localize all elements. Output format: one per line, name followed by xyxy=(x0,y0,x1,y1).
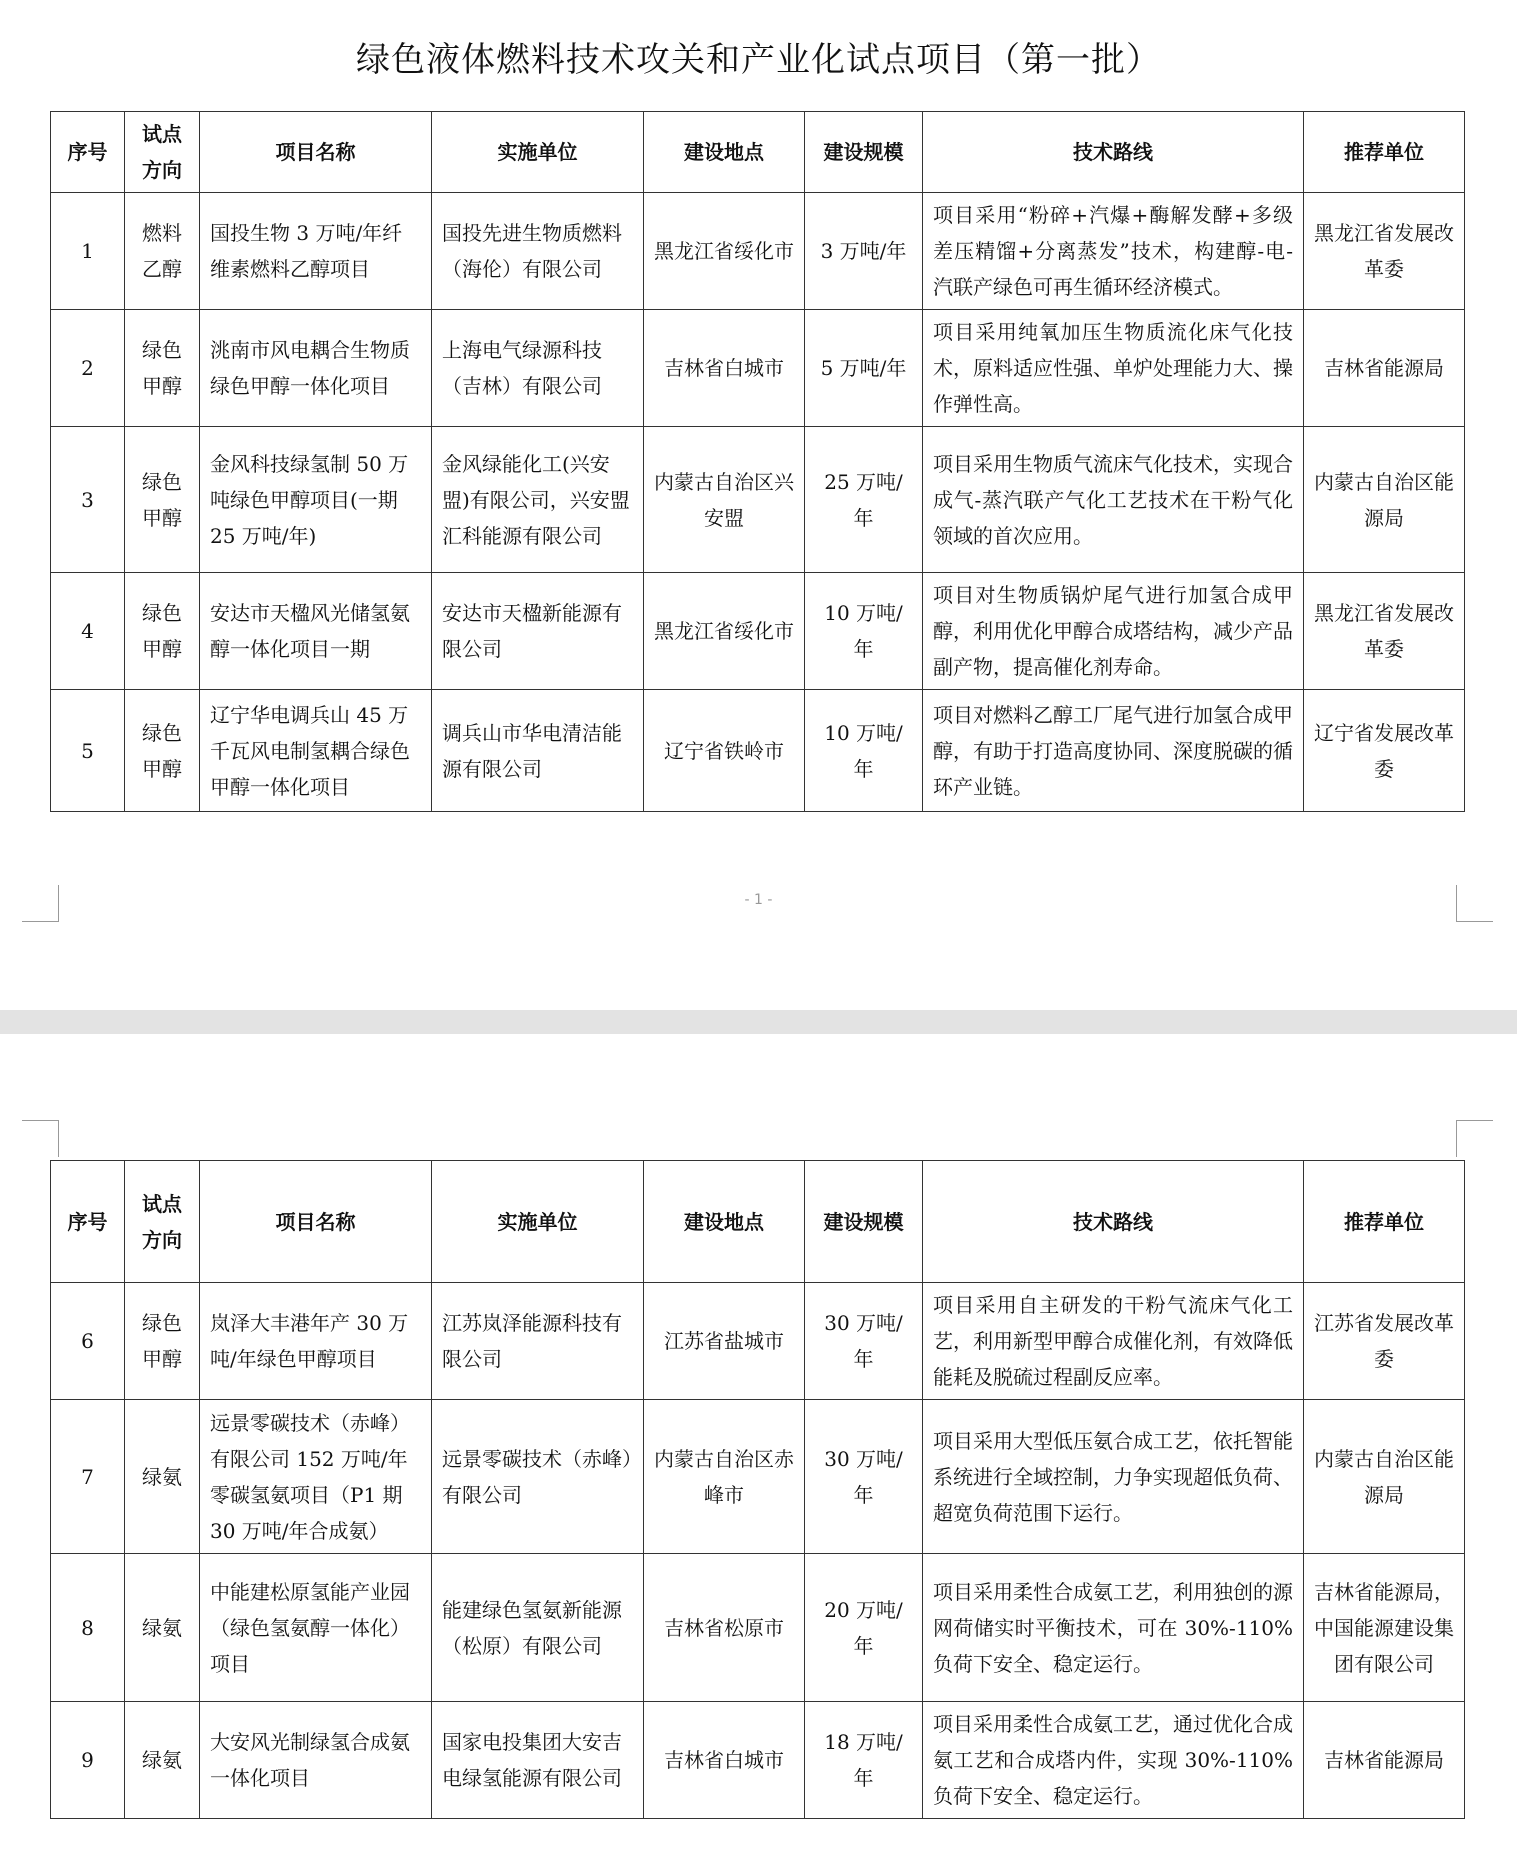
header-cell: 试点方向 xyxy=(125,112,200,193)
scale-cell: 5 万吨/年 xyxy=(805,310,923,427)
recommender-cell: 辽宁省发展改革委 xyxy=(1304,690,1465,812)
header-cell: 推荐单位 xyxy=(1304,1161,1465,1283)
table-body xyxy=(51,193,1465,812)
page-separator xyxy=(0,1010,1517,1034)
scale-cell: 20 万吨/年 xyxy=(805,1554,923,1702)
recommender-cell: 内蒙古自治区能源局 xyxy=(1304,1400,1465,1554)
location-cell: 辽宁省铁岭市 xyxy=(644,690,805,812)
implementer-cell: 远景零碳技术（赤峰）有限公司 xyxy=(432,1400,644,1554)
header-cell: 项目名称 xyxy=(200,112,432,193)
scale-cell: 18 万吨/年 xyxy=(805,1702,923,1819)
seq-cell: 5 xyxy=(51,690,125,812)
header-cell: 实施单位 xyxy=(432,112,644,193)
implementer-cell: 调兵山市华电清洁能源有限公司 xyxy=(432,690,644,812)
scale-cell: 10 万吨/年 xyxy=(805,690,923,812)
implementer-cell: 能建绿色氢氨新能源（松原）有限公司 xyxy=(432,1554,644,1702)
seq-cell: 9 xyxy=(51,1702,125,1819)
recommender-cell: 吉林省能源局，中国能源建设集团有限公司 xyxy=(1304,1554,1465,1702)
page-corner-mark xyxy=(1456,1120,1493,1157)
scale-cell: 25 万吨/年 xyxy=(805,427,923,573)
projects-table-part-2 xyxy=(50,1160,1465,1819)
direction-cell: 绿色甲醇 xyxy=(125,690,200,812)
direction-cell: 绿氨 xyxy=(125,1554,200,1702)
tech-route-cell: 项目采用大型低压氨合成工艺，依托智能系统进行全域控制，力争实现超低负荷、超宽负荷范围下运行。 xyxy=(923,1400,1304,1554)
direction-cell: 绿色甲醇 xyxy=(125,573,200,690)
header-cell: 建设地点 xyxy=(644,1161,805,1283)
location-cell: 黑龙江省绥化市 xyxy=(644,573,805,690)
header-cell: 推荐单位 xyxy=(1304,112,1465,193)
table-row xyxy=(51,690,1465,812)
tech-route-cell: 项目采用“粉碎+汽爆+酶解发酵+多级差压精馏+分离蒸发”技术，构建醇-电-汽联产绿色可再生循环经济模式。 xyxy=(923,193,1304,310)
direction-cell: 燃料乙醇 xyxy=(125,193,200,310)
implementer-cell: 国家电投集团大安吉电绿氢能源有限公司 xyxy=(432,1702,644,1819)
header-cell: 实施单位 xyxy=(432,1161,644,1283)
table-row xyxy=(51,1702,1465,1819)
page-number: - 1 - xyxy=(744,892,773,908)
project-name-cell: 安达市天楹风光储氢氨醇一体化项目一期 xyxy=(200,573,432,690)
tech-route-cell: 项目采用生物质气流床气化技术，实现合成气-蒸汽联产气化工艺技术在干粉气化领域的首次应用。 xyxy=(923,427,1304,573)
location-cell: 黑龙江省绥化市 xyxy=(644,193,805,310)
seq-cell: 8 xyxy=(51,1554,125,1702)
location-cell: 内蒙古自治区兴安盟 xyxy=(644,427,805,573)
header-cell: 序号 xyxy=(51,112,125,193)
project-name-cell: 洮南市风电耦合生物质绿色甲醇一体化项目 xyxy=(200,310,432,427)
location-cell: 江苏省盐城市 xyxy=(644,1283,805,1400)
seq-cell: 7 xyxy=(51,1400,125,1554)
tech-route-cell: 项目采用柔性合成氨工艺，通过优化合成氨工艺和合成塔内件，实现 30%-110%负荷下安全、稳定运行。 xyxy=(923,1702,1304,1819)
header-cell: 技术路线 xyxy=(923,112,1304,193)
project-name-cell: 岚泽大丰港年产 30 万吨/年绿色甲醇项目 xyxy=(200,1283,432,1400)
scale-cell: 10 万吨/年 xyxy=(805,573,923,690)
location-cell: 吉林省白城市 xyxy=(644,310,805,427)
recommender-cell: 吉林省能源局 xyxy=(1304,1702,1465,1819)
project-name-cell: 辽宁华电调兵山 45 万千瓦风电制氢耦合绿色甲醇一体化项目 xyxy=(200,690,432,812)
recommender-cell: 黑龙江省发展改革委 xyxy=(1304,193,1465,310)
project-name-cell: 远景零碳技术（赤峰）有限公司 152 万吨/年零碳氢氨项目（P1 期 30 万吨/年合成氨） xyxy=(200,1400,432,1554)
table-row xyxy=(51,1400,1465,1554)
direction-cell: 绿色甲醇 xyxy=(125,427,200,573)
header-cell: 建设规模 xyxy=(805,1161,923,1283)
location-cell: 内蒙古自治区赤峰市 xyxy=(644,1400,805,1554)
recommender-cell: 黑龙江省发展改革委 xyxy=(1304,573,1465,690)
table-row xyxy=(51,427,1465,573)
recommender-cell: 内蒙古自治区能源局 xyxy=(1304,427,1465,573)
tech-route-cell: 项目对燃料乙醇工厂尾气进行加氢合成甲醇，有助于打造高度协同、深度脱碳的循环产业链。 xyxy=(923,690,1304,812)
document-title: 绿色液体燃料技术攻关和产业化试点项目（第一批） xyxy=(356,40,1161,80)
table-row xyxy=(51,1283,1465,1400)
scale-cell: 3 万吨/年 xyxy=(805,193,923,310)
header-cell: 试点方向 xyxy=(125,1161,200,1283)
location-cell: 吉林省白城市 xyxy=(644,1702,805,1819)
project-name-cell: 大安风光制绿氢合成氨一体化项目 xyxy=(200,1702,432,1819)
page-corner-mark xyxy=(22,1120,59,1157)
tech-route-cell: 项目采用纯氧加压生物质流化床气化技术，原料适应性强、单炉处理能力大、操作弹性高。 xyxy=(923,310,1304,427)
tech-route-cell: 项目对生物质锅炉尾气进行加氢合成甲醇，利用优化甲醇合成塔结构，减少产品副产物，提高催化剂寿命。 xyxy=(923,573,1304,690)
seq-cell: 3 xyxy=(51,427,125,573)
project-name-cell: 金风科技绿氢制 50 万吨绿色甲醇项目(一期 25 万吨/年) xyxy=(200,427,432,573)
header-cell: 建设地点 xyxy=(644,112,805,193)
scale-cell: 30 万吨/年 xyxy=(805,1400,923,1554)
implementer-cell: 安达市天楹新能源有限公司 xyxy=(432,573,644,690)
table-row xyxy=(51,193,1465,310)
projects-table-part-1 xyxy=(50,111,1465,812)
seq-cell: 2 xyxy=(51,310,125,427)
header-cell: 项目名称 xyxy=(200,1161,432,1283)
implementer-cell: 江苏岚泽能源科技有限公司 xyxy=(432,1283,644,1400)
seq-cell: 4 xyxy=(51,573,125,690)
recommender-cell: 吉林省能源局 xyxy=(1304,310,1465,427)
direction-cell: 绿氨 xyxy=(125,1400,200,1554)
implementer-cell: 国投先进生物质燃料（海伦）有限公司 xyxy=(432,193,644,310)
recommender-cell: 江苏省发展改革委 xyxy=(1304,1283,1465,1400)
project-name-cell: 中能建松原氢能产业园（绿色氢氨醇一体化）项目 xyxy=(200,1554,432,1702)
table-header-row xyxy=(51,1161,1465,1283)
direction-cell: 绿色甲醇 xyxy=(125,310,200,427)
direction-cell: 绿色甲醇 xyxy=(125,1283,200,1400)
table-row xyxy=(51,573,1465,690)
scale-cell: 30 万吨/年 xyxy=(805,1283,923,1400)
implementer-cell: 金风绿能化工(兴安盟)有限公司，兴安盟汇科能源有限公司 xyxy=(432,427,644,573)
implementer-cell: 上海电气绿源科技（吉林）有限公司 xyxy=(432,310,644,427)
location-cell: 吉林省松原市 xyxy=(644,1554,805,1702)
header-cell: 建设规模 xyxy=(805,112,923,193)
direction-cell: 绿氨 xyxy=(125,1702,200,1819)
table-row xyxy=(51,310,1465,427)
seq-cell: 6 xyxy=(51,1283,125,1400)
table-header-row xyxy=(51,112,1465,193)
table-body xyxy=(51,1283,1465,1819)
header-cell: 技术路线 xyxy=(923,1161,1304,1283)
seq-cell: 1 xyxy=(51,193,125,310)
tech-route-cell: 项目采用柔性合成氨工艺，利用独创的源网荷储实时平衡技术，可在 30%-110%负荷下安全、稳定运行。 xyxy=(923,1554,1304,1702)
table-row xyxy=(51,1554,1465,1702)
header-cell: 序号 xyxy=(51,1161,125,1283)
tech-route-cell: 项目采用自主研发的干粉气流床气化工艺，利用新型甲醇合成催化剂，有效降低能耗及脱硫过程副反应率。 xyxy=(923,1283,1304,1400)
project-name-cell: 国投生物 3 万吨/年纤维素燃料乙醇项目 xyxy=(200,193,432,310)
